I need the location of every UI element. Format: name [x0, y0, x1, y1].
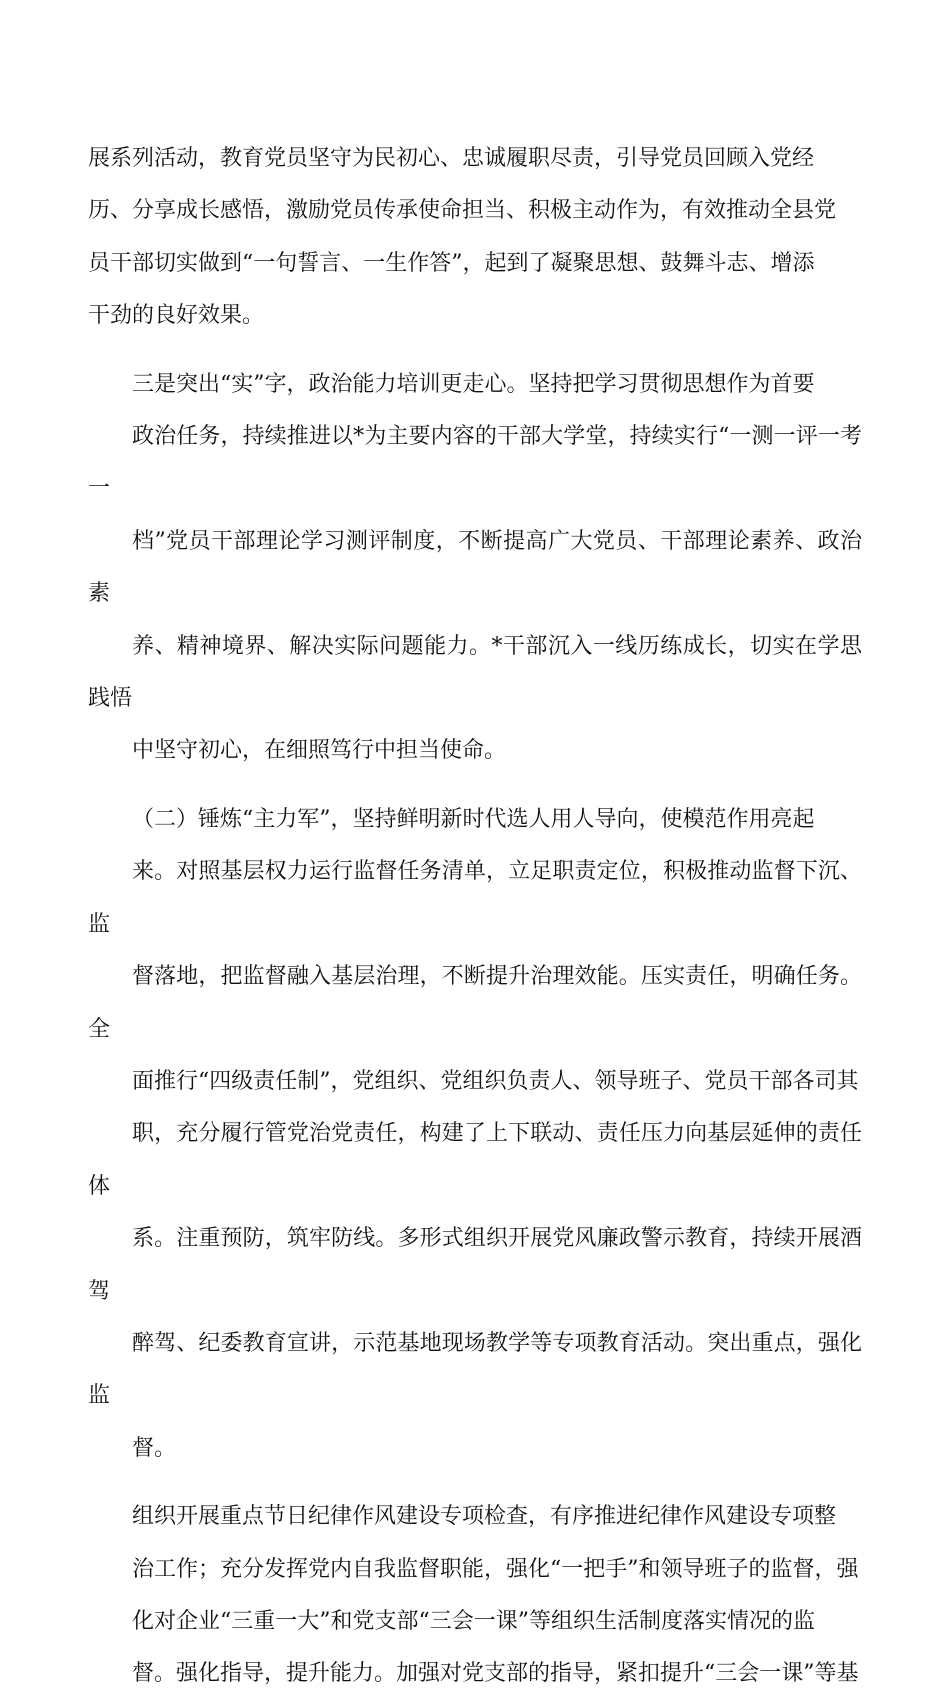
text-line: 督落地，把监督融入基层治理，不断提升治理效能。压实责任，明确任务。全 [88, 964, 862, 1042]
text-line: 三是突出“实”字，政治能力培训更走心。坚持把学习贯彻思想作为首要 [132, 371, 815, 397]
paragraph-activities [88, 133, 862, 343]
text-line: 督。强化指导，提升能力。加强对党支部的指导，紧扣提升“三会一课”等基 [132, 1661, 859, 1687]
text-line: 展系列活动，教育党员坚守为民初心、忠诚履职尽责，引导党员回顾入党经 [88, 146, 815, 171]
text-line: 督。 [132, 1435, 177, 1461]
text-line: 化对企业“三重一大”和党支部“三会一课”等组织生活制度落实情况的监 [132, 1608, 815, 1634]
paragraph-political-training [88, 359, 862, 778]
paragraph-inspection [88, 1491, 862, 1701]
text-line: 干劲的良好效果。 [88, 303, 265, 329]
document-body [88, 133, 862, 1701]
text-line: 面推行“四级责任制”，党组织、党组织负责人、领导班子、党员干部各司其 [132, 1068, 859, 1094]
text-line: 养、精神境界、解决实际问题能力。*干部沉入一线历练成长，切实在学思践悟 [88, 633, 862, 712]
text-line: 来。对照基层权力运行监督任务清单，立足职责定位，积极推动监督下沉、监 [88, 859, 862, 937]
text-line: 职，充分履行管党治党责任，构建了上下联动、责任压力向基层延伸的责任体 [88, 1121, 862, 1199]
text-line: 组织开展重点节日纪律作风建设专项检查，有序推进纪律作风建设专项整 [132, 1504, 837, 1530]
paragraph-main-force [88, 794, 862, 1475]
text-line: 历、分享成长感悟，激励党员传承使命担当、积极主动作为，有效推动全县党 [88, 198, 837, 224]
text-line: 系。注重预防，筑牢防线。多形式组织开展党风廉政警示教育，持续开展酒驾 [88, 1226, 862, 1304]
text-line: 治工作；充分发挥党内自我监督职能，强化“一把手”和领导班子的监督，强 [132, 1556, 859, 1582]
text-line: 档”党员干部理论学习测评制度，不断提高广大党员、干部理论素养、政治素 [88, 528, 862, 607]
text-line: 员干部切实做到“一句誓言、一生作答”，起到了凝聚思想、鼓舞斗志、增添 [88, 250, 815, 276]
text-line: （二）锤炼“主力军”，坚持鲜明新时代选人用人导向，使模范作用亮起 [132, 806, 815, 832]
text-line: 政治任务，持续推进以*为主要内容的干部大学堂，持续实行“一测一评一考一 [88, 424, 862, 502]
text-line: 中坚守初心，在细照笃行中担当使命。 [132, 738, 507, 764]
text-line: 醉驾、纪委教育宣讲，示范基地现场教学等专项教育活动。突出重点，强化监 [88, 1330, 862, 1409]
